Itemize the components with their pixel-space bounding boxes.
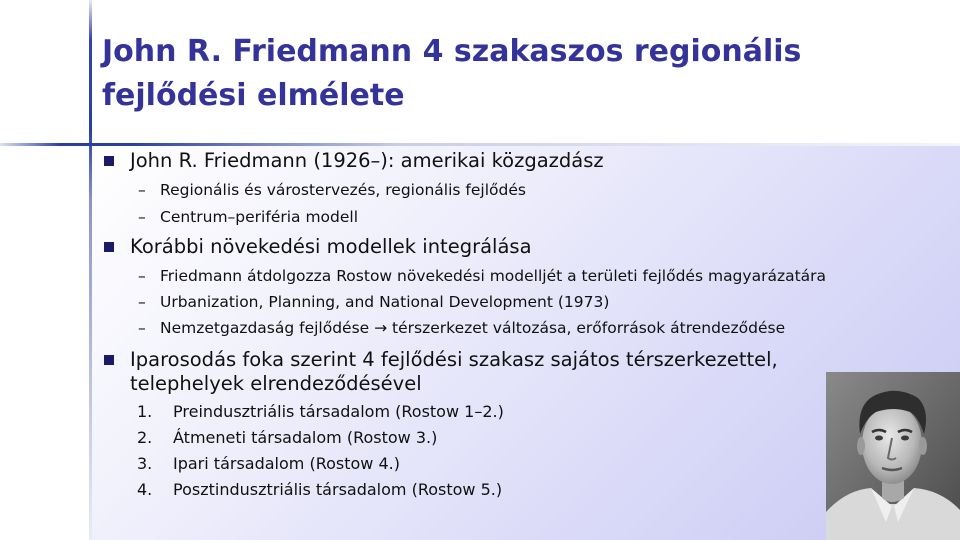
bullet-2-text: Korábbi növekedési modellek integrálása [130, 235, 532, 258]
dash-marker: – [138, 293, 146, 311]
square-bullet-icon [104, 242, 114, 252]
sub-bullet [138, 266, 826, 286]
bullet-1-text: John R. Friedmann (1926–): amerikai közgazdász [130, 149, 604, 172]
numbered-item-text: Átmeneti társadalom (Rostow 3.) [173, 428, 438, 447]
sub-bullet-text: Nemzetgazdaság fejlődése → térszerkezet változása, erőforrások átrendeződése [160, 319, 786, 337]
numbered-item-text: Posztindusztriális társadalom (Rostow 5.) [173, 480, 503, 499]
horizontal-accent-line [0, 143, 960, 146]
bullet-3-text-line-2: telephelyek elrendeződésével [130, 372, 422, 395]
numbered-item-text: Ipari társadalom (Rostow 4.) [173, 454, 400, 473]
dash-marker: – [138, 181, 146, 199]
dash-marker: – [138, 319, 146, 337]
slide-title: John R. Friedmann 4 szakaszos regionális fejlődési elmélete [102, 34, 802, 113]
vertical-accent-line [89, 0, 92, 540]
square-bullet-icon [104, 156, 114, 166]
numbered-item-text: Preindusztriális társadalom (Rostow 1–2.) [173, 402, 504, 421]
list-number: 3. [137, 454, 153, 473]
square-bullet-icon [104, 355, 114, 365]
bullet-3-text-line-1: Iparosodás foka szerint 4 fejlődési szakasz sajátos térszerkezettel, [130, 348, 778, 371]
sub-bullet [138, 318, 785, 338]
sub-bullet [138, 292, 609, 312]
dash-marker: – [138, 267, 146, 285]
sub-bullet-text: Centrum–periféria modell [160, 208, 359, 226]
sub-bullet-text: Urbanization, Planning, and National Development (1973) [160, 293, 610, 311]
list-number: 2. [137, 428, 153, 447]
sub-bullet [138, 180, 526, 200]
list-number: 1. [137, 402, 153, 421]
dash-marker: – [138, 208, 146, 226]
portrait-photo [826, 372, 960, 540]
sub-bullet-text: Regionális és várostervezés, regionális fejlődés [160, 181, 526, 199]
sub-bullet-text: Friedmann átdolgozza Rostow növekedési modelljét a területi fejlődés magyarázatára [160, 267, 827, 285]
sub-bullet [138, 207, 358, 227]
list-number: 4. [137, 480, 153, 499]
